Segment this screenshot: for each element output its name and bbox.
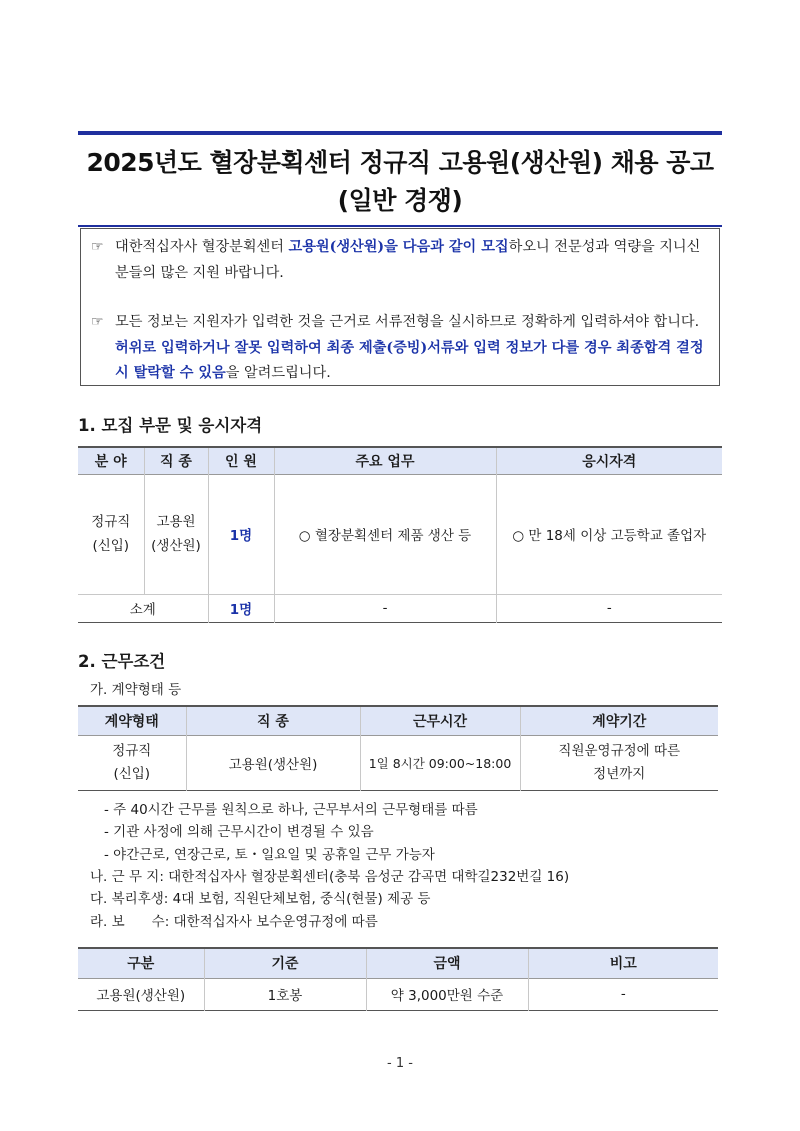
contract-table [78,705,718,791]
pay-header-row [78,948,718,978]
recruitment-header-row [78,447,722,474]
notice-text: 을 알려드립니다. [225,365,331,381]
notice-highlight: 고용원(생산원)을 다음과 같이 모집 [288,239,509,255]
title-block [78,131,722,227]
header-basis: 기준 [204,948,366,978]
header-period: 계약기간 [520,706,718,735]
cell-job [144,474,208,594]
notice-text: 대한적십자사 혈장분획센터 [115,239,289,255]
page-number: - 1 - [387,1056,413,1071]
subtotal-label: 소계 [78,594,208,622]
table-row [78,978,718,1010]
cell-text: 정년까지 [593,765,646,782]
notice-text: 모든 정보는 지원자가 입력한 것을 근거로 서류전형을 실시하므로 정확하게 입력하셔야 합니다. [115,314,700,330]
subtotal-count: 1명 [208,594,274,622]
list-item: - 주 40시간 근무를 원칙으로 하나, 근무부서의 근무형태를 따름 [104,802,478,818]
cell-job: 고용원(생산원) [186,735,360,790]
list-item: - 야간근로, 연장근로, 토・일요일 및 공휴일 근무 가능자 [104,846,435,863]
cell-amount: 약 3,000만원 수준 [366,978,528,1010]
list-item: 라. 보 수: 대한적십자사 보수운영규정에 따름 [90,913,378,930]
list-item: 나. 근 무 지: 대한적십자사 혈장분획센터(충북 음성군 감곡면 대학길232번길 16) [90,869,570,885]
conditions-item-list [90,866,569,933]
table-row [78,735,718,790]
cell-text: (신입) [113,765,151,782]
cell-text: (생산원) [151,538,201,554]
cell-basis: 1호봉 [204,978,366,1010]
notice-text: 하오니 전문성과 역량을 지니신 분들의 많은 지원 바랍니다. [115,239,701,281]
subtotal-row [78,594,722,622]
header-field: 분 야 [78,447,144,474]
cell-duty: ○ 혈장분획센터 제품 생산 등 [274,474,496,594]
title-rule-top [78,131,722,135]
cell-text: (신입) [92,538,130,554]
notice-box [80,228,720,386]
cell-text: 정규직 [91,514,131,530]
subtotal-duty: - [274,594,496,622]
header-amount: 금액 [366,948,528,978]
header-job: 직 종 [186,706,360,735]
recruitment-table [78,446,722,623]
conditions-bullet-list [104,799,478,866]
notice-highlight: 허위로 입력하거나 잘못 입력하여 최종 제출(증빙)서류와 입력 정보가 다를 경우 최종합격 결정시 탈락할 수 있음 [115,339,704,381]
header-job: 직 종 [144,447,208,474]
header-hours: 근무시간 [360,706,520,735]
cell-field [78,474,144,594]
subheading-contract: 가. 계약형태 등 [90,682,182,698]
notice-paragraph-2 [91,310,709,387]
table-row [78,474,722,594]
header-category: 구분 [78,948,204,978]
list-item: - 기관 사정에 의해 근무시간이 변경될 수 있음 [104,824,374,841]
page-subtitle: (일반 경쟁) [337,186,463,215]
pay-table [78,947,718,1011]
subtotal-qualification: - [496,594,722,622]
page-title: 2025년도 혈장분획센터 정규직 고용원(생산원) 채용 공고 [86,148,714,177]
cell-note: - [528,978,718,1010]
cell-text: 직원운영규정에 따른 [558,742,681,759]
cell-contract-type [78,735,186,790]
section-heading-recruitment: 1. 모집 부문 및 응시자격 [78,416,263,435]
header-note: 비고 [528,948,718,978]
cell-qualification: ○ 만 18세 이상 고등학교 졸업자 [496,474,722,594]
header-contract-type: 계약형태 [78,706,186,735]
title-rule-bottom [78,225,722,227]
header-duty: 주요 업무 [274,447,496,474]
cell-hours: 1일 8시간 09:00~18:00 [360,735,520,790]
header-count: 인 원 [208,447,274,474]
cell-count: 1명 [208,474,274,594]
section-heading-conditions: 2. 근무조건 [78,652,166,671]
cell-text: 고용원 [156,514,196,530]
cell-category: 고용원(생산원) [78,978,204,1010]
cell-period [520,735,718,790]
list-item: 다. 복리후생: 4대 보험, 직원단체보험, 중식(현물) 제공 등 [90,891,431,908]
notice-paragraph-1 [91,235,709,286]
header-qualification: 응시자격 [496,447,722,474]
cell-text: 정규직 [112,742,152,759]
contract-header-row [78,706,718,735]
pointing-hand-icon: ☞ [91,239,104,255]
pointing-hand-icon: ☞ [91,314,104,330]
